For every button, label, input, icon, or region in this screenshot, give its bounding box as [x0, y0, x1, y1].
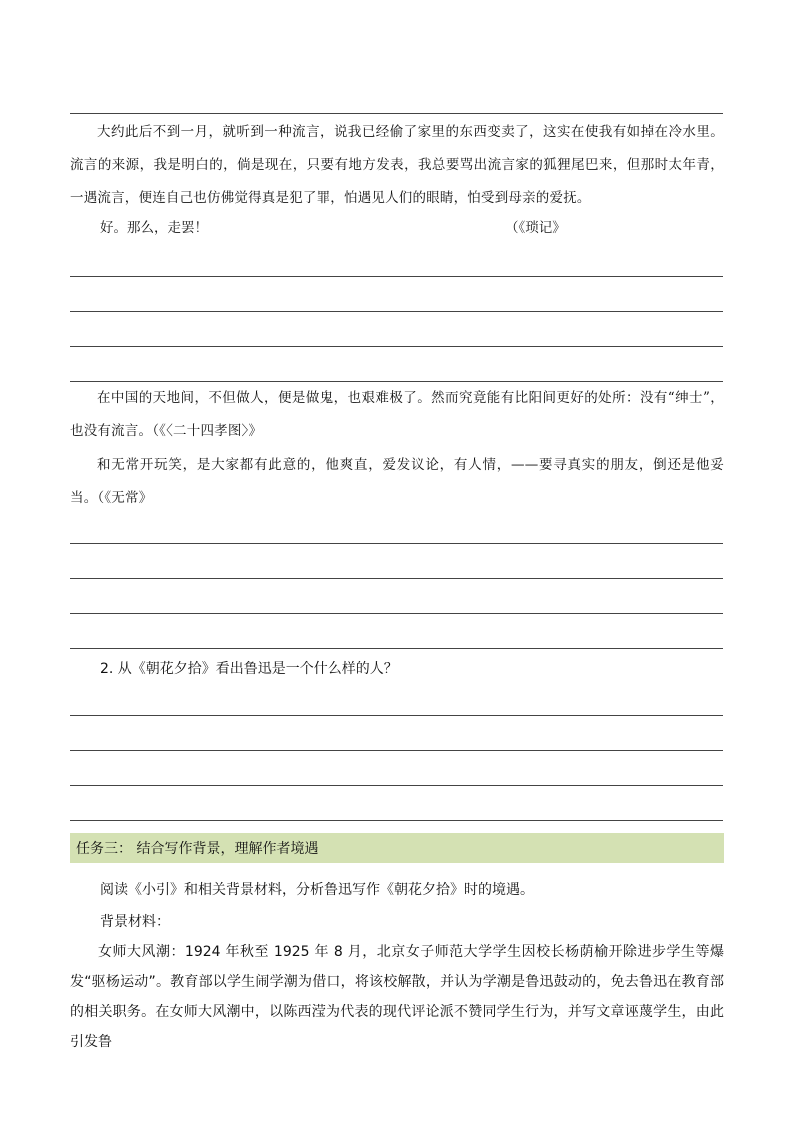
task3-title: 任务三： 结合写作背景，理解作者境遇 — [76, 841, 319, 857]
question-2: 2. 从《朝花夕拾》看出鲁迅是一个什么样的人？ — [100, 661, 398, 677]
passage-suoji-source: （《琐记》 — [505, 220, 566, 236]
passage-ershisi-xiaotu: 在中国的天地间，不但做人，便是做鬼，也艰难极了。然而究竟能有比阳间更好的处所：没有“绅士”，也没有流言。（《〈二十四孝图〉》 — [70, 390, 724, 439]
answer-line[interactable] — [70, 311, 723, 312]
answer-line[interactable] — [70, 543, 723, 544]
answer-line[interactable] — [70, 820, 723, 821]
answer-line[interactable] — [70, 578, 723, 579]
answer-line[interactable] — [70, 785, 723, 786]
answer-line[interactable] — [70, 613, 723, 614]
answer-line[interactable] — [70, 715, 723, 716]
material-label: 背景材料： — [100, 914, 170, 930]
passage-wuchang: 和无常开玩笑，是大家都有此意的，他爽直，爱发议论，有人情，——要寻真实的朋友，倒还是他妥当。（《无常》 — [70, 457, 724, 506]
answer-line[interactable] — [70, 346, 723, 347]
task3-instruction: 阅读《小引》和相关背景材料，分析鲁迅写作《朝花夕拾》时的境遇。 — [100, 882, 534, 898]
answer-line[interactable] — [70, 648, 723, 649]
passage-suoji: 大约此后不到一月，就听到一种流言，说我已经偷了家里的东西变卖了，这实在使我有如掉在冷水里。流言的来源，我是明白的，倘是现在，只要有地方发表，我总要骂出流言家的狐狸尾巴来，但那时太年青，一遇流言，便连自己也仿佛觉得真是犯了罪，怕遇见人们的眼睛，怕受到母亲的爱抚。 — [70, 124, 724, 206]
answer-line[interactable] — [70, 276, 723, 277]
task3-header — [70, 833, 724, 863]
passage-suoji-end: 好。那么，走罢！ — [100, 220, 208, 236]
rule-line — [70, 113, 723, 114]
background-material: 女师大风潮：1924 年秋至 1925 年 8 月，北京女子师范大学学生因校长杨荫榆开除进步学生等爆发“驱杨运动”。教育部以学生闹学潮为借口，将该校解散，并认为学潮是鲁迅鼓动的，免去鲁迅在教育部的相关职务。在女师大风潮中，以陈西滢为代表的现代评论派不赞同学生行为，并写文章诬蔑学生，由此引发鲁 — [70, 944, 724, 1050]
answer-line[interactable] — [70, 750, 723, 751]
